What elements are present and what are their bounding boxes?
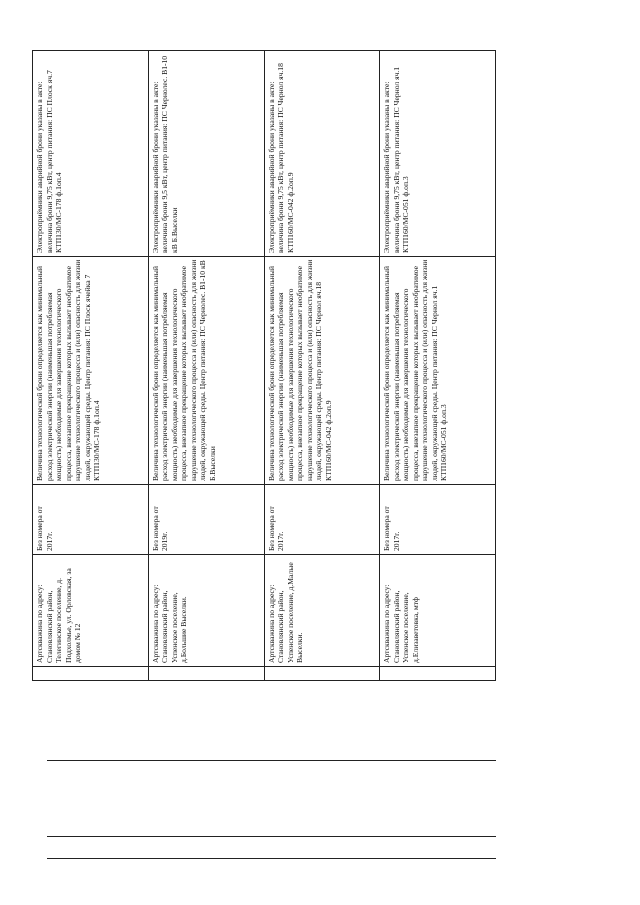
reserve-value-text: Электроприёмники аварийной брони указаны в акте: величина брони 9,75 кВт, центр питания: ПС Плоск яч.7 КТП130/МС-178 ф.1оп.4: [35, 70, 63, 253]
row-number-cell: [264, 667, 380, 681]
table-row: [148, 51, 264, 681]
rotated-table-wrapper: [32, 51, 496, 681]
address-cell: [380, 555, 496, 667]
reserve-table: [32, 50, 496, 681]
address-text: Артскважина по адресу: Становлянский район, Успенское поселение, д.Большие Выселки.: [150, 584, 189, 663]
reserve-value-cell: [264, 51, 380, 257]
act-number-text: Без номера от 2017г.: [382, 506, 401, 551]
address-text: Артскважина по адресу: Становлянский район, Телегинское поселение, д. Подхолмье, ул. Орловская, за домом № 12: [35, 568, 82, 663]
reserve-value-text: Электроприёмники аварийной брони указаны в акте: величина брони 9,5 кВт, центр питания: ПС Чернолес. В1-10 кВ Б.Выселки: [150, 55, 179, 253]
address-text: Артскважина по адресу: Становлянский район, Успенское поселение, д.Малые Выселки.: [266, 562, 304, 663]
act-number-cell: [380, 485, 496, 555]
row-number-cell: [148, 667, 264, 681]
criteria-text: Величина технологической брони определяется как минимальный расход электрической энергии (наименьшая потребляемая мощность) необходимые для завершения технологического процесса, внезапное прекращение которых вызывает необратимое нарушение технологического процесса и (или) опасность для жизни людей, окружающей среды. Центр питания: ПС Плоск ячейка 7 КТП130/МС-178 ф.1оп.4: [35, 259, 101, 481]
address-cell: [264, 555, 380, 667]
act-number-cell: [148, 485, 264, 555]
criteria-cell: [148, 257, 264, 485]
table-row: [33, 51, 149, 681]
table-row: [380, 51, 496, 681]
row-number-cell: [380, 667, 496, 681]
criteria-text: Величина технологической брони определяется как минимальный расход электрической энергии (наименьшая потребляемая мощность) необходимые для завершения технологического процесса, внезапное прекращение которых вызывает необратимое нарушение технологического процесса и (или) опасность для жизни людей, окружающей среды. Центр питания: ПС Чернол яч.18 КТП160/МС-042 ф.2оп.9: [266, 259, 333, 481]
reserve-value-text: Электроприёмники аварийной брони указаны в акте: величина брони 9,75 кВт, центр питания: ПС Чернол яч.18 КТП160/МС-042 ф.2оп.9: [266, 63, 295, 253]
act-number-text: Без номера от 2017г.: [35, 506, 54, 551]
act-number-text: Без номера от 2019г.: [150, 506, 170, 551]
reserve-value-cell: [380, 51, 496, 257]
criteria-text: Величина технологической брони определяется как минимальный расход электрической энергии (наименьшая потребляемая мощность) необходимые для завершения технологического процесса, внезапное прекращение которых вызывает необратимое нарушение технологического процесса и (или) опасность для жизни людей, окружающей среды. Центр питания: ПС Чернолес. В1-10 кВ Б.Выселки: [150, 259, 217, 481]
address-text: Артскважина по адресу: Становлянский район, Успенское поселение, д.Елизаветовка, мтф: [382, 584, 420, 663]
criteria-cell: [380, 257, 496, 485]
criteria-text: Величина технологической брони определяется как минимальный расход электрической энергии (наименьшая потребляемая мощность) необходимые для завершения технологического процесса, внезапное прекращение которых вызывает необратимое нарушение технологического процесса и (или) опасность для жизни людей, окружающей среды. Центр питания: ПС Чернол яч.1 КТП160/МС-051 ф.оп.3: [382, 259, 449, 481]
act-number-text: Без номера от 2017г.: [266, 506, 285, 551]
table-row: [264, 51, 380, 681]
act-number-cell: [264, 485, 380, 555]
criteria-cell: [33, 257, 149, 485]
act-number-cell: [33, 485, 149, 555]
reserve-value-cell: [148, 51, 264, 257]
criteria-cell: [264, 257, 380, 485]
row-number-cell: [33, 667, 149, 681]
table-divider-line: [47, 760, 496, 761]
address-cell: [33, 555, 149, 667]
table-divider-line: [47, 836, 496, 837]
reserve-value-text: Электроприёмники аварийной брони указаны в акте: величина брони 9,75 кВт, центр питания: ПС Чернол яч.1 КТП160/МС-051 ф.оп.3: [382, 66, 411, 253]
table-bottom-line: [47, 858, 496, 859]
reserve-value-cell: [33, 51, 149, 257]
address-cell: [148, 555, 264, 667]
